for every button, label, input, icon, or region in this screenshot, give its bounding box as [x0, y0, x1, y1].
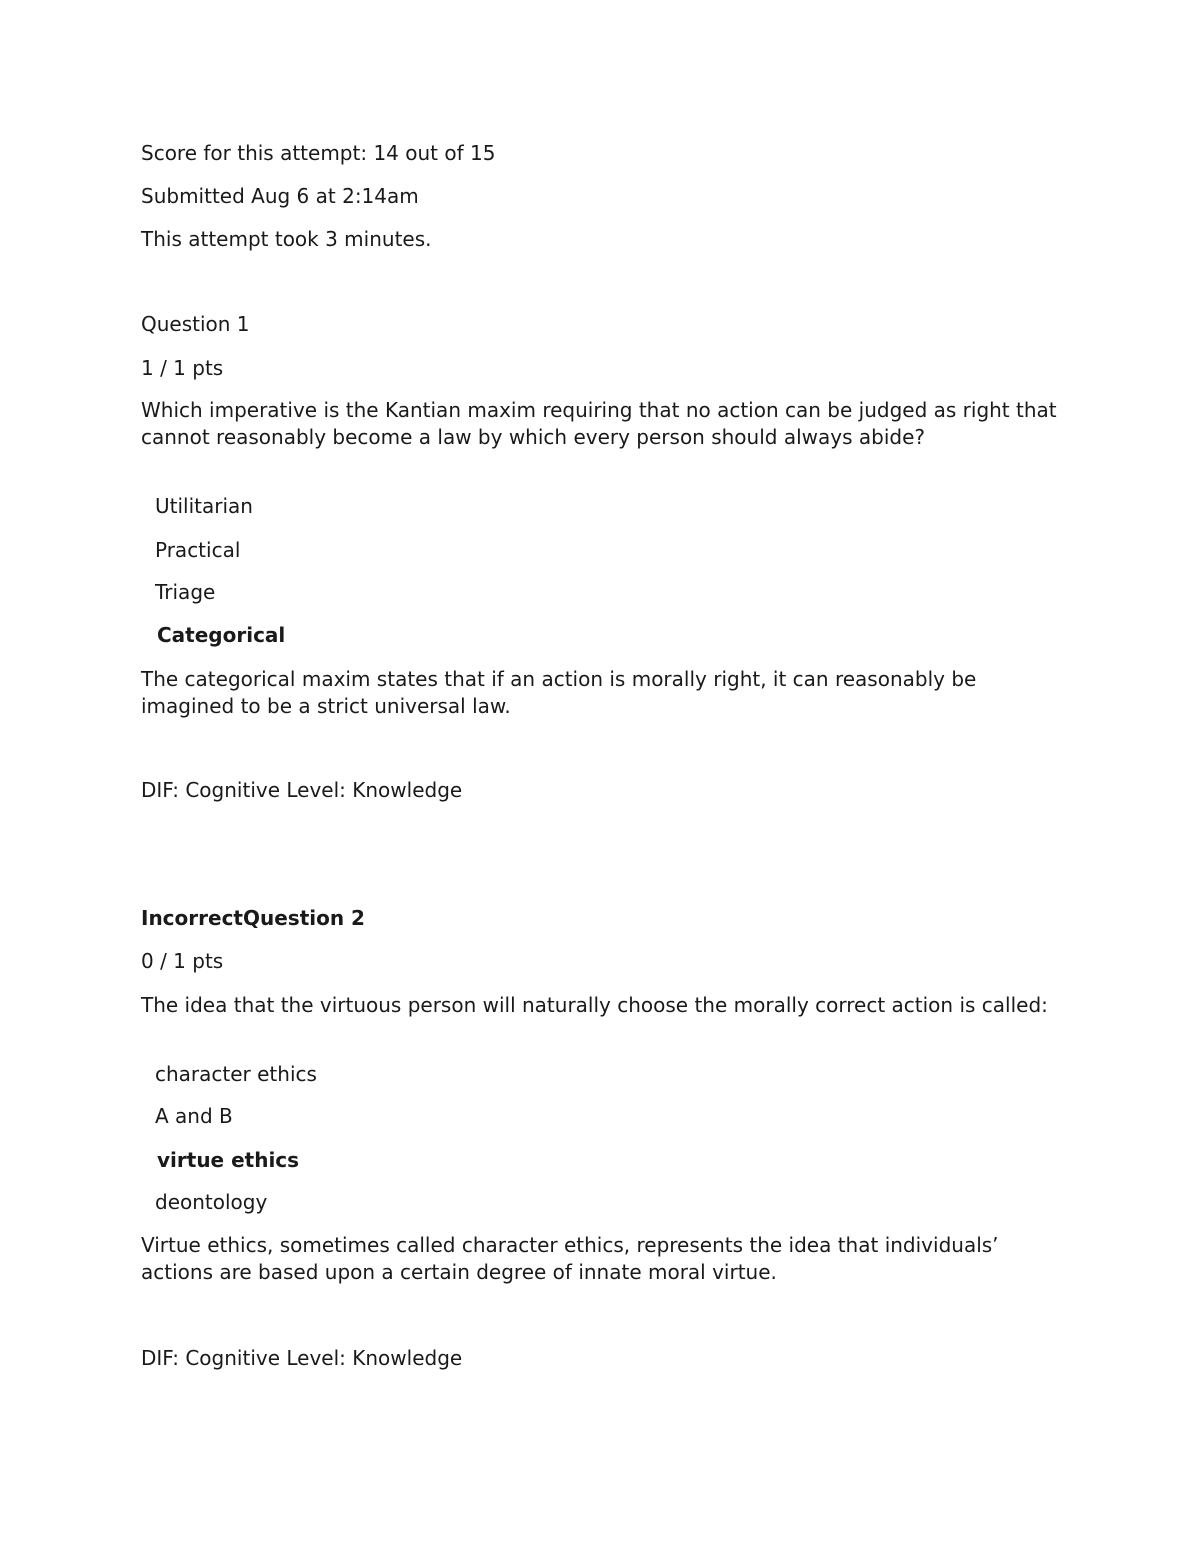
question-1-prompt: Which imperative is the Kantian maxim requiring that no action can be judged as right that cannot reasonably become a law by which every person should always abide? [141, 398, 1057, 449]
question-2-difficulty: DIF: Cognitive Level: Knowledge [141, 1346, 463, 1370]
question-1-explanation: The categorical maxim states that if an action is morally right, it can reasonably be imagined to be a strict universal law. [141, 667, 977, 718]
question-2-prompt: The idea that the virtuous person will naturally choose the morally correct action is called: [141, 993, 1048, 1017]
question-2-header: IncorrectQuestion 2 [141, 906, 365, 930]
question-1-option-utilitarian: Utilitarian [155, 494, 253, 518]
question-1-difficulty: DIF: Cognitive Level: Knowledge [141, 778, 463, 802]
question-1-option-categorical-correct: Categorical [157, 623, 286, 647]
submitted-text: Submitted Aug 6 at 2:14am [141, 184, 419, 208]
question-1-header: Question 1 [141, 312, 250, 336]
question-1-option-practical: Practical [155, 538, 241, 562]
question-2-points: 0 / 1 pts [141, 949, 224, 973]
question-2-option-a-and-b: A and B [155, 1104, 233, 1128]
question-2-explanation: Virtue ethics, sometimes called character ethics, represents the idea that individuals’ actions are based upon a certain degree of innate moral virtue. [141, 1233, 999, 1284]
question-2-option-character-ethics: character ethics [155, 1062, 317, 1086]
question-2-option-virtue-ethics-correct: virtue ethics [157, 1148, 300, 1172]
score-text: Score for this attempt: 14 out of 15 [141, 141, 496, 165]
question-1-points: 1 / 1 pts [141, 356, 224, 380]
question-1-option-triage: Triage [155, 580, 216, 604]
question-2-option-deontology: deontology [155, 1190, 268, 1214]
duration-text: This attempt took 3 minutes. [141, 227, 432, 251]
